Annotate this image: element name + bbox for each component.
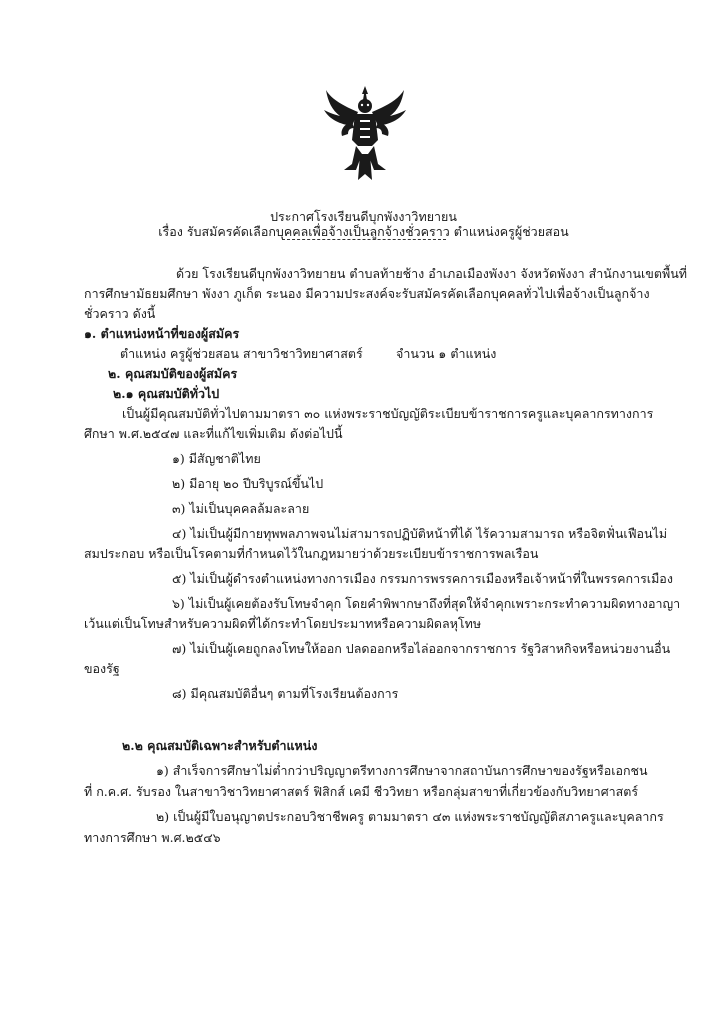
- general-item: ๖) ไม่เป็นผู้เคยต้องรับโทษจำคุก โดยคำพิพากษาถึงที่สุดให้จำคุกเพราะกระทำความผิดทางอาญา: [172, 596, 681, 611]
- section1-heading: ๑. ตำแหน่งหน้าที่ของผู้สมัคร: [84, 326, 240, 341]
- specific-item: ๒) เป็นผู้มีใบอนุญาตประกอบวิชาชีพครู ตามมาตรา ๔๓ แห่งพระราชบัญญัติสภาครูและบุคลากร: [156, 809, 664, 824]
- general-intro-line: ศึกษา พ.ศ.๒๕๔๗ และที่แก้ไขเพิ่มเติม ดังต่อไปนี้: [84, 426, 343, 441]
- general-item: ๗) ไม่เป็นผู้เคยถูกลงโทษให้ออก ปลดออกหรือไล่ออกจากราชการ รัฐวิสาหกิจหรือหน่วยงานอื่น: [172, 641, 671, 656]
- intro-line: ด้วย โรงเรียนดีบุกพังงาวิทยายน ตำบลท้ายช้าง อำเภอเมืองพังงา จังหวัดพังงา สำนักงานเขตพื้นที่: [176, 266, 687, 281]
- announcement-subject: เรื่อง รับสมัครคัดเลือกบุคคลเพื่อจ้างเป็นลูกจ้างชั่วคราว ตำแหน่งครูผู้ช่วยสอน: [158, 224, 569, 239]
- title-divider: [282, 239, 446, 240]
- general-item: ๕) ไม่เป็นผู้ดำรงตำแหน่งทางการเมือง กรรมการพรรคการเมืองหรือเจ้าหน้าที่ในพรรคการเมือง: [172, 571, 673, 586]
- section2-heading: ๒. คุณสมบัติของผู้สมัคร: [108, 366, 238, 381]
- general-item: ๘) มีคุณสมบัติอื่นๆ ตามที่โรงเรียนต้องการ: [172, 686, 399, 701]
- specific-item: ที่ ก.ค.ศ. รับรอง ในสาขาวิชาวิทยาศาสตร์ ฟิสิกส์ เคมี ชีววิทยา หรือกลุ่มสาขาที่เกี่ยวข้องกับวิทยาศาสตร์: [84, 784, 639, 799]
- specific-item: ๑) สำเร็จการศึกษาไม่ต่ำกว่าปริญญาตรีทางการศึกษาจากสถาบันการศึกษาของรัฐหรือเอกชน: [156, 763, 648, 778]
- general-item: สมประกอบ หรือเป็นโรคตามที่กำหนดไว้ในกฎหมายว่าด้วยระเบียบข้าราชการพลเรือน: [84, 546, 539, 561]
- position-line: ตำแหน่ง ครูผู้ช่วยสอน สาขาวิชาวิทยาศาสตร์: [120, 346, 363, 361]
- specific-qualifications-heading: ๒.๒ คุณสมบัติเฉพาะสำหรับตำแหน่ง: [122, 738, 318, 753]
- general-item: ๔) ไม่เป็นผู้มีกายทุพพลภาพจนไม่สามารถปฏิบัติหน้าที่ได้ ไร้ความสามารถ หรือจิตฟั่นเฟือนไม่: [172, 526, 668, 541]
- general-item: ๑) มีสัญชาติไทย: [172, 451, 261, 466]
- general-item: เว้นแต่เป็นโทษสำหรับความผิดที่ได้กระทำโดยประมาทหรือความผิดลหุโทษ: [84, 616, 482, 631]
- general-item: ๓) ไม่เป็นบุคคลล้มละลาย: [172, 501, 310, 516]
- general-intro-line: เป็นผู้มีคุณสมบัติทั่วไปตามมาตรา ๓๐ แห่งพระราชบัญญัติระเบียบข้าราชการครูและบุคลากรทางการ: [122, 406, 654, 421]
- specific-item: ทางการศึกษา พ.ศ.๒๕๔๖: [84, 830, 221, 845]
- announcement-title: ประกาศโรงเรียนดีบุกพังงาวิทยายน: [270, 209, 457, 224]
- general-qualifications-heading: ๒.๑ คุณสมบัติทั่วไป: [113, 386, 220, 401]
- position-count: จำนวน ๑ ตำแหน่ง: [396, 346, 497, 361]
- general-item: ของรัฐ: [84, 661, 120, 676]
- intro-line: การศึกษามัธยมศึกษา พังงา ภูเก็ต ระนอง มีความประสงค์จะรับสมัครคัดเลือกบุคคลทั่วไปเพื่อจ้างเป็นลูกจ้าง: [84, 286, 650, 301]
- intro-line: ชั่วคราว ดังนี้: [84, 306, 156, 321]
- garuda-emblem-icon: [322, 84, 408, 184]
- general-item: ๒) มีอายุ ๒๐ ปีบริบูรณ์ขึ้นไป: [172, 476, 324, 491]
